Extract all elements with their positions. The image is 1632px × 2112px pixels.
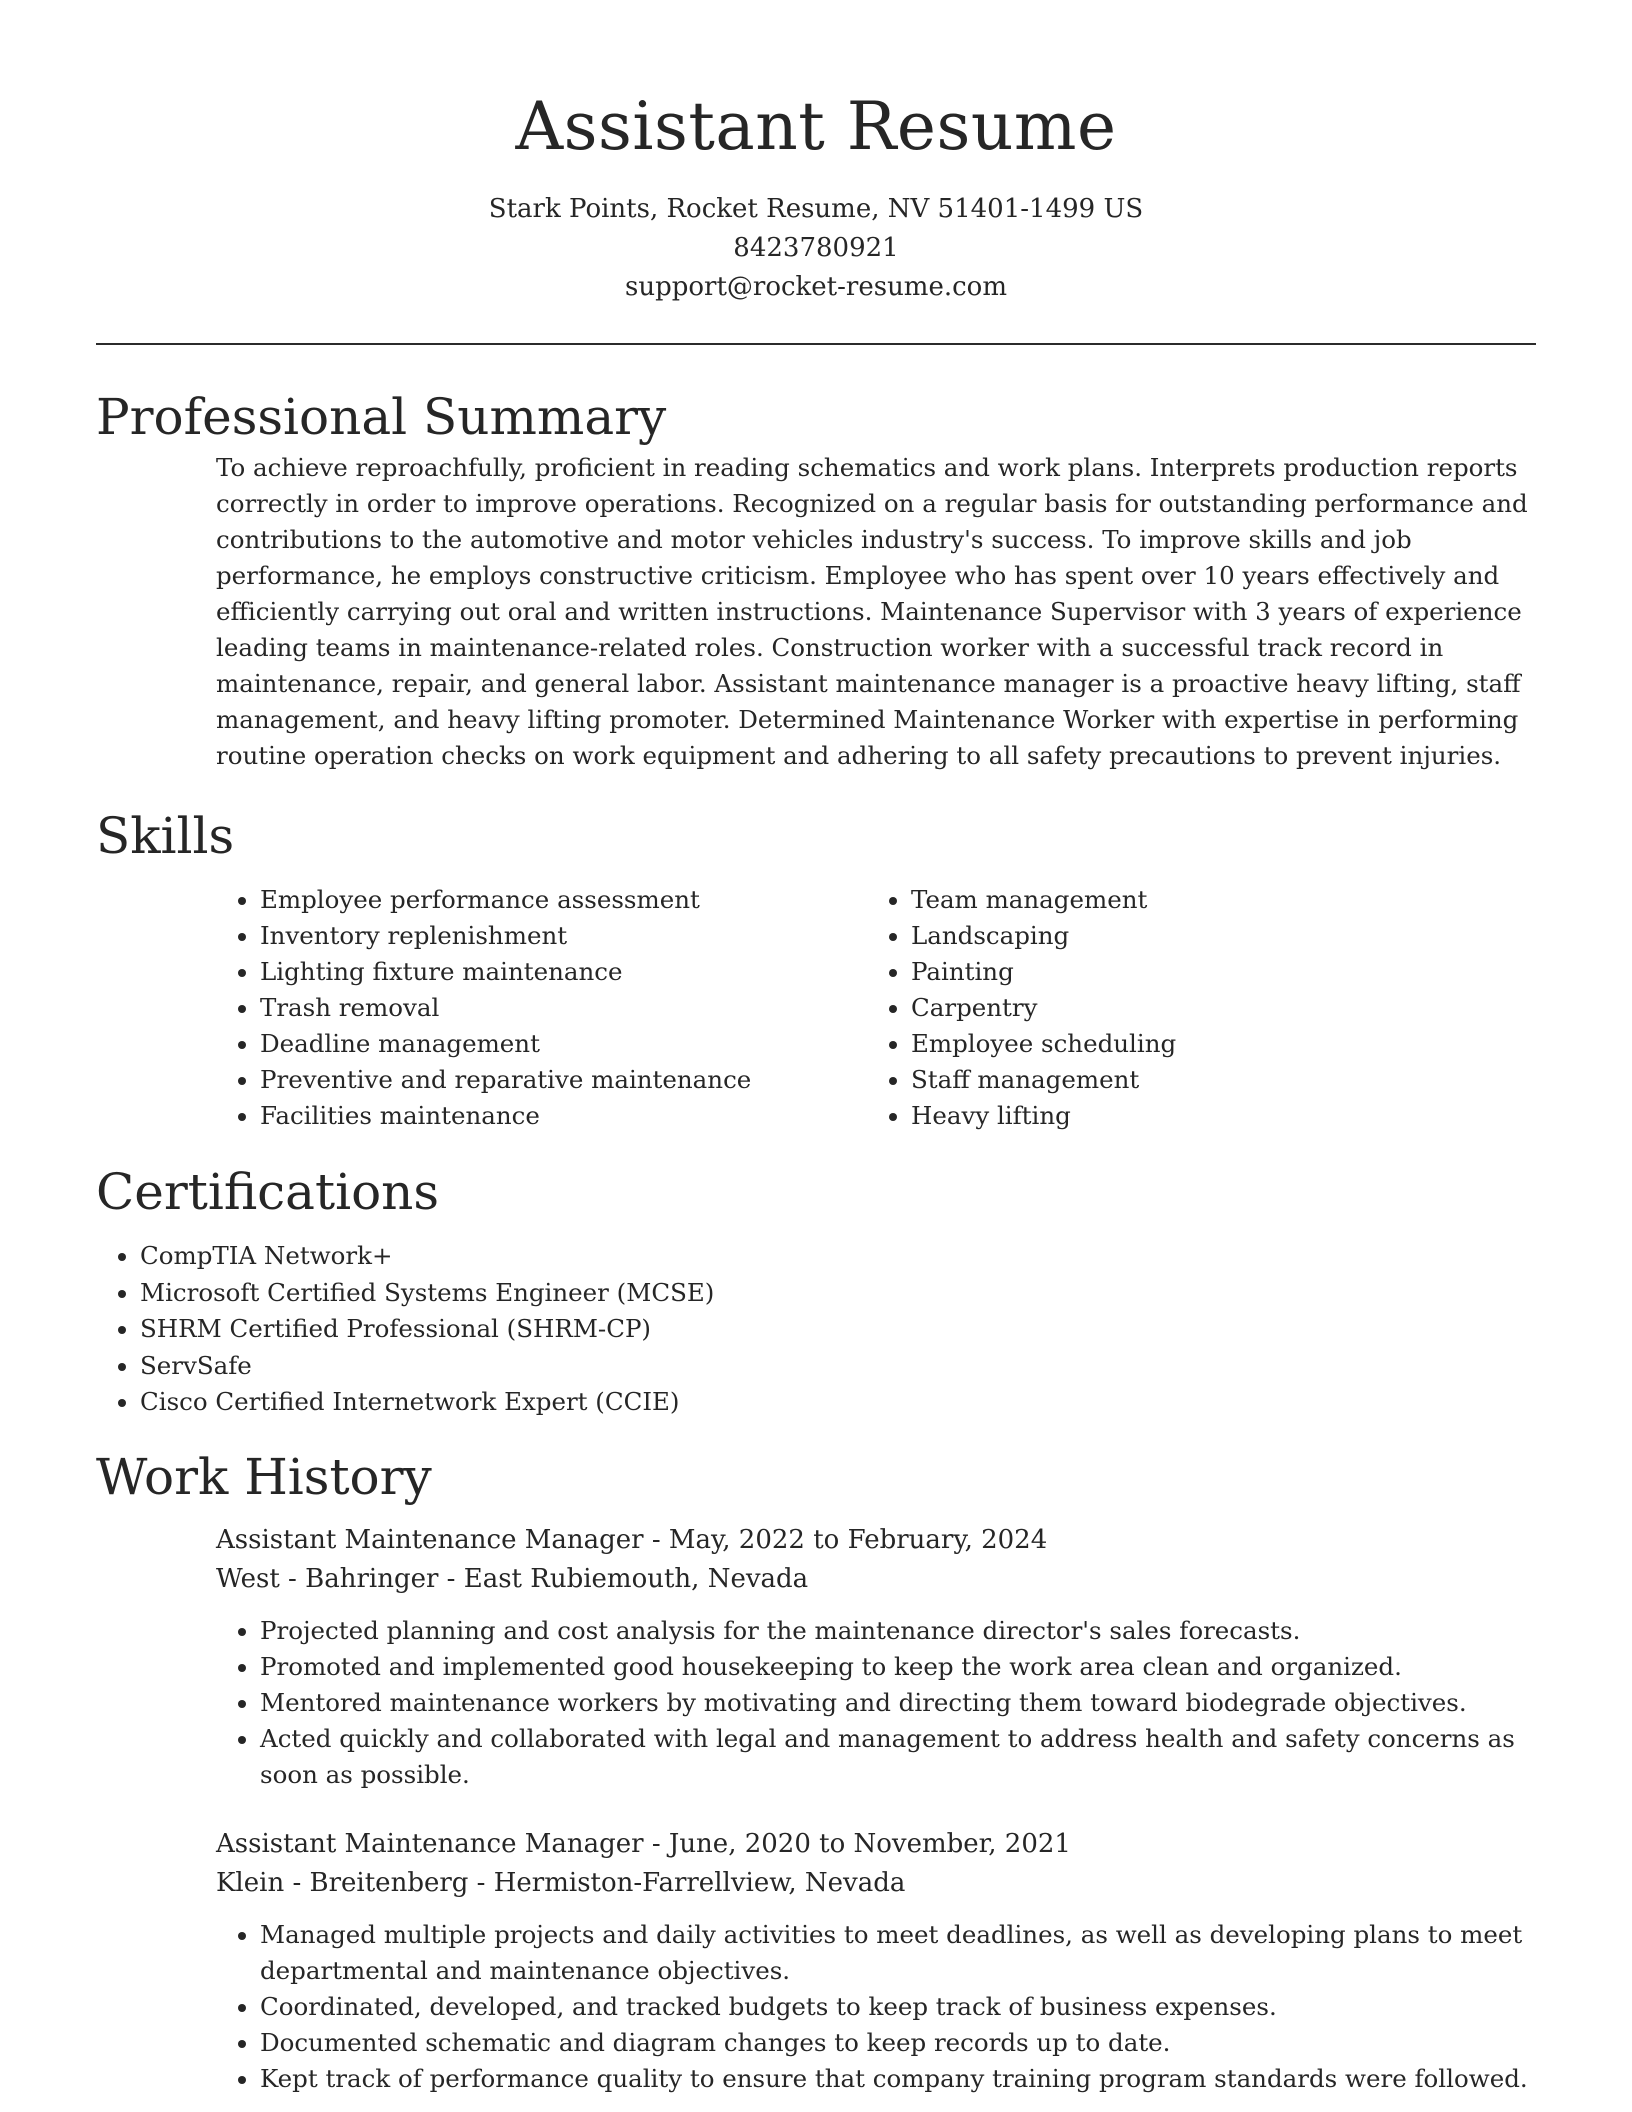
job-bullet: • Acted quickly and collaborated with legal and management to address health and safety concerns as soon as possible.	[260, 1721, 1536, 1793]
certification-item: • Cisco Certified Internetwork Expert (CCIE)	[140, 1384, 1536, 1421]
job-dates: - May, 2022 to February, 2024	[643, 1524, 1048, 1555]
certification-item: • ServSafe	[140, 1348, 1536, 1385]
skill-item: • Preventive and reparative maintenance	[260, 1062, 867, 1098]
contact-address: Stark Points, Rocket Resume, NV 51401-1499 US	[488, 194, 1144, 224]
skill-item: • Deadline management	[260, 1026, 867, 1062]
summary-heading: Professional Summary	[96, 388, 667, 446]
job-bullet: • Mentored maintenance workers by motivating and directing them toward biodegrade objectives.	[260, 1685, 1536, 1721]
skill-item: • Inventory replenishment	[260, 918, 867, 954]
contact-block	[96, 190, 1536, 307]
skills-column-left	[216, 882, 867, 1134]
job-location: - East Rubiemouth, Nevada	[438, 1563, 809, 1594]
resume-page	[96, 0, 1536, 2097]
skill-item: • Employee scheduling	[911, 1026, 1511, 1062]
job-entry	[216, 1825, 1536, 2097]
skill-item: • Heavy lifting	[911, 1098, 1511, 1134]
certification-item: • Microsoft Certified Systems Engineer (MCSE)	[140, 1275, 1536, 1312]
job-bullet: • Projected planning and cost analysis for the maintenance director's sales forecasts.	[260, 1613, 1536, 1649]
job-bullet: • Managed multiple projects and daily activities to meet deadlines, as well as developing plans to meet departmental and maintenance objectives.	[260, 1917, 1536, 1989]
certification-item: • SHRM Certified Professional (SHRM-CP)	[140, 1311, 1536, 1348]
skill-item: • Employee performance assessment	[260, 882, 867, 918]
job-company: West - Bahringer	[216, 1563, 439, 1594]
skills-heading: Skills	[96, 807, 235, 865]
job-role: Assistant Maintenance Manager	[216, 1828, 644, 1859]
skill-item: • Staff management	[911, 1062, 1511, 1098]
skill-item: • Trash removal	[260, 990, 867, 1026]
job-bullet: • Promoted and implemented good housekeeping to keep the work area clean and organized.	[260, 1649, 1536, 1685]
contact-phone: 8423780921	[733, 233, 899, 263]
skills-column-right	[867, 882, 1511, 1134]
resume-name: Assistant Resume	[515, 88, 1117, 165]
job-title-line	[216, 1825, 1536, 1864]
job-bullet: • Documented schematic and diagram changes to keep records up to date.	[260, 2025, 1536, 2061]
work-history-heading: Work History	[96, 1447, 432, 1506]
skill-item: • Carpentry	[911, 990, 1511, 1026]
job-bullets	[216, 1613, 1536, 1793]
job-company-line	[216, 1560, 1536, 1599]
certification-item: • CompTIA Network+	[140, 1238, 1536, 1275]
job-bullet: • Kept track of performance quality to ensure that company training program standards were followed.	[260, 2061, 1536, 2097]
summary-text: To achieve reproachfully, proficient in reading schematics and work plans. Interprets production reports correctly in order to improve operations. Recognized on a regular basis for outstanding performance and contributions to the automotive and motor vehicles industry's success. To improve skills and job performance, he employs constructive criticism. Employee who has spent over 10 years effectively and efficiently carrying out oral and written instructions. Maintenance Supervisor with 3 years of experience leading teams in maintenance-related roles. Construction worker with a successful track record in maintenance, repair, and general labor. Assistant maintenance manager is a proactive heavy lifting, staff management, and heavy lifting promoter. Determined Maintenance Worker with expertise in performing routine operation checks on work equipment and adhering to all safety precautions to prevent injuries.	[216, 453, 1528, 770]
skill-item: • Painting	[911, 954, 1511, 990]
job-role: Assistant Maintenance Manager	[216, 1524, 644, 1555]
job-dates: - June, 2020 to November, 2021	[643, 1828, 1071, 1859]
skill-item: • Landscaping	[911, 918, 1511, 954]
header-divider	[96, 343, 1536, 345]
certifications-heading: Certifications	[96, 1163, 440, 1221]
skill-item: • Lighting fixture maintenance	[260, 954, 867, 990]
skill-item: • Team management	[911, 882, 1511, 918]
certifications-list	[96, 1238, 1536, 1421]
skill-item: • Facilities maintenance	[260, 1098, 867, 1134]
contact-email: support@rocket-resume.com	[624, 272, 1007, 302]
job-company: Klein - Breitenberg	[216, 1867, 469, 1898]
skills-list	[216, 882, 1536, 1134]
job-company-line	[216, 1864, 1536, 1903]
job-bullets	[216, 1917, 1536, 2097]
job-location: - Hermiston-Farrellview, Nevada	[468, 1867, 906, 1898]
job-bullet: • Coordinated, developed, and tracked budgets to keep track of business expenses.	[260, 1989, 1536, 2025]
job-title-line	[216, 1521, 1536, 1560]
job-entry	[216, 1521, 1536, 1793]
